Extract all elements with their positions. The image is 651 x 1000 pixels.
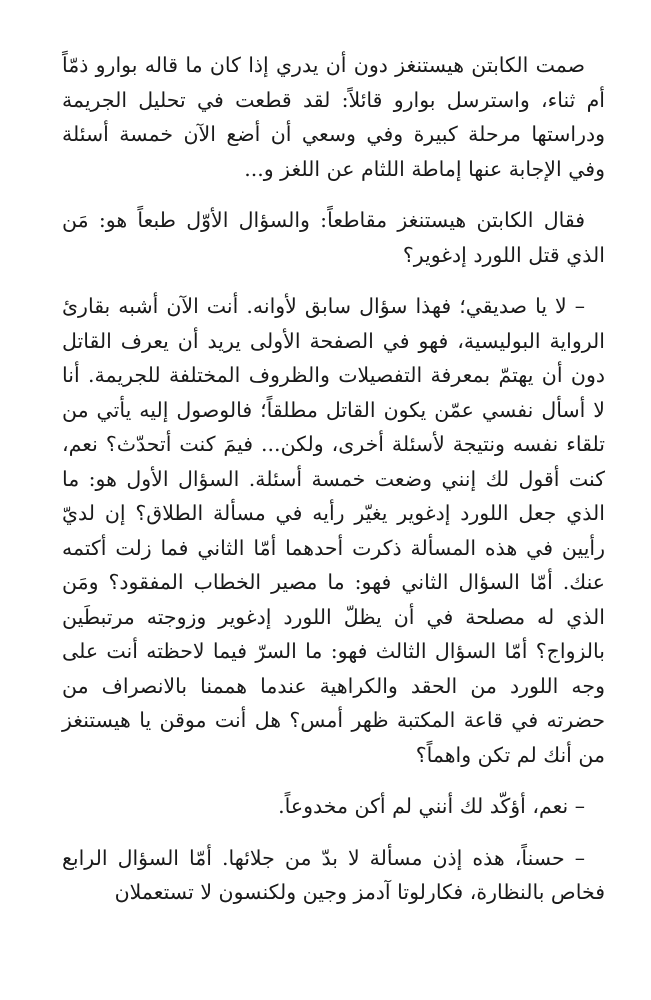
paragraph: فقال الكابتن هيستنغز مقاطعاً: والسؤال الأوّل طبعاً هو: مَن الذي قتل اللورد إدغوير؟: [62, 208, 605, 267]
paragraph: – نعم، أؤكّد لك أنني لم أكن مخدوعاً.: [278, 794, 585, 818]
book-page: [62, 48, 605, 1000]
paragraph: – لا يا صديقي؛ فهذا سؤال سابق لأوانه. أنت الآن أشبه بقارئ الرواية البوليسية، فهو في الصفحة الأولى يريد أن يعرف القاتل دون أن يهتمّ بمعرفة التفصيلات والظروف المختلفة للجريمة. أنا لا أسأل نفسي عمّن يكون القاتل مطلقاً؛ فالوصول إليه يأتي من تلقاء نفسه ونتيجة لأسئلة أخرى، ولكن... فيمَ كنت أتحدّث؟ نعم، كنت أقول لك إنني وضعت خمسة أسئلة. السؤال الأول هو: ما الذي جعل اللورد إدغوير يغيّر رأيه في مسألة الطلاق؟ إن لديّ رأيين في هذه المسألة ذكرت أحدهما أمّا الثاني فما زلت أكتمه عنك. أمّا السؤال الثاني فهو: ما مصير الخطاب المفقود؟ ومَن الذي له مصلحة في أن يظلّ اللورد إدغوير وزوجته مرتبطَين بالزواج؟ أمّا السؤال الثالث فهو: ما السرّ فيما لاحظته أنت على وجه اللورد من الحقد والكراهية عندما هممنا بالانصراف من حضرته في قاعة المكتبة ظهر أمس؟ هل أنت موقن يا هيستنغز من أنك لم تكن واهماً؟: [62, 294, 606, 767]
paragraph: صمت الكابتن هيستنغز دون أن يدري إذا كان ما قاله بوارو ذمّاً أم ثناء، واسترسل بوارو قائلاً: لقد قطعت في تحليل الجريمة ودراستها مرحلة كبيرة وفي وسعي أن أضع الآن خمسة أسئلة وفي الإجابة عنها إماطة اللثام عن اللغز و...: [62, 53, 605, 181]
paragraph: – حسناً، هذه إذن مسألة لا بدّ من جلائها. أمّا السؤال الرابع فخاص بالنظارة، فكارلوتا آدمز وجين ولكنسون لا تستعملان: [62, 845, 605, 904]
